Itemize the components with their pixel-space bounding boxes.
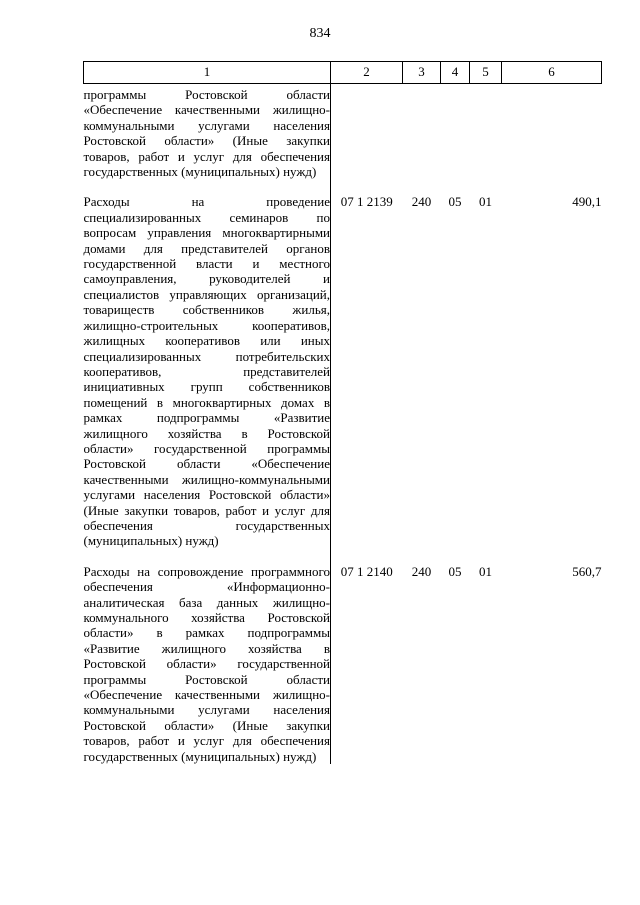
row-section: 05 [448,563,462,579]
table-row [84,84,602,180]
row-description: Расходы на сопровождение программного обеспечения «Информационно-аналитическая база данных жилищно-коммунального хозяйства Ростовской области» в рамках подпрограммы «Развитие жилищного хозяйства в Ростовской области» государственной программы Ростовской области «Обеспечение качественными жилищно-коммунальными услугами населения Ростовской области» (Иные закупки товаров, работ и услуг для обеспечения государственных (муниципальных) нужд) [83,563,330,764]
column-header-3: 3 [403,62,441,84]
row-target-article: 07 1 2139 [340,194,393,210]
row-section [441,84,470,180]
row-amount: 560,7 [572,563,602,579]
row-target-article: 07 1 2140 [340,563,393,579]
table-row [84,194,602,548]
row-subsection: 01 [479,194,492,210]
column-header-5: 5 [470,62,502,84]
row-expense-type [403,84,441,180]
row-expense-type: 240 [411,563,432,579]
table-header-row [84,62,602,84]
table-row [84,564,602,764]
row-subsection [470,84,502,180]
row-spacer [84,549,602,564]
column-header-4: 4 [441,62,470,84]
row-spacer [84,179,602,194]
row-target-article [331,84,403,180]
column-header-2: 2 [331,62,403,84]
row-description: Расходы на проведение специализированных семинаров по вопросам управления многоквартирными домами для представителей органов государственной власти и местного самоуправления, руководителей и специалистов управляющих организаций, товариществ собственников жилья, жилищно-строительных кооперативов, жилищных кооперативов или иных специализированных потребительских кооперативов, представителей инициативных групп собственников помещений в многоквартирных домах в рамках подпрограммы «Развитие жилищного хозяйства в Ростовской области» государственной программы Ростовской области «Обеспечение качественными жилищно-коммунальными услугами населения Ростовской области» (Иные закупки товаров, работ и услуг для обеспечения государственных (муниципальных) нужд) [83,194,330,549]
row-description: программы Ростовской области «Обеспечение качественными жилищно-коммунальными услугами населения Ростовской области» (Иные закупки товаров, работ и услуг для обеспечения государственных (муниципальных) нужд) [84,84,331,180]
row-amount: 490,1 [572,194,602,210]
row-expense-type: 240 [411,194,432,210]
page-number: 834 [309,26,331,41]
row-amount [502,84,602,180]
row-subsection: 01 [479,563,492,579]
column-header-6: 6 [502,62,602,84]
column-header-1: 1 [84,62,331,84]
budget-table [83,61,602,764]
row-section: 05 [448,194,462,210]
